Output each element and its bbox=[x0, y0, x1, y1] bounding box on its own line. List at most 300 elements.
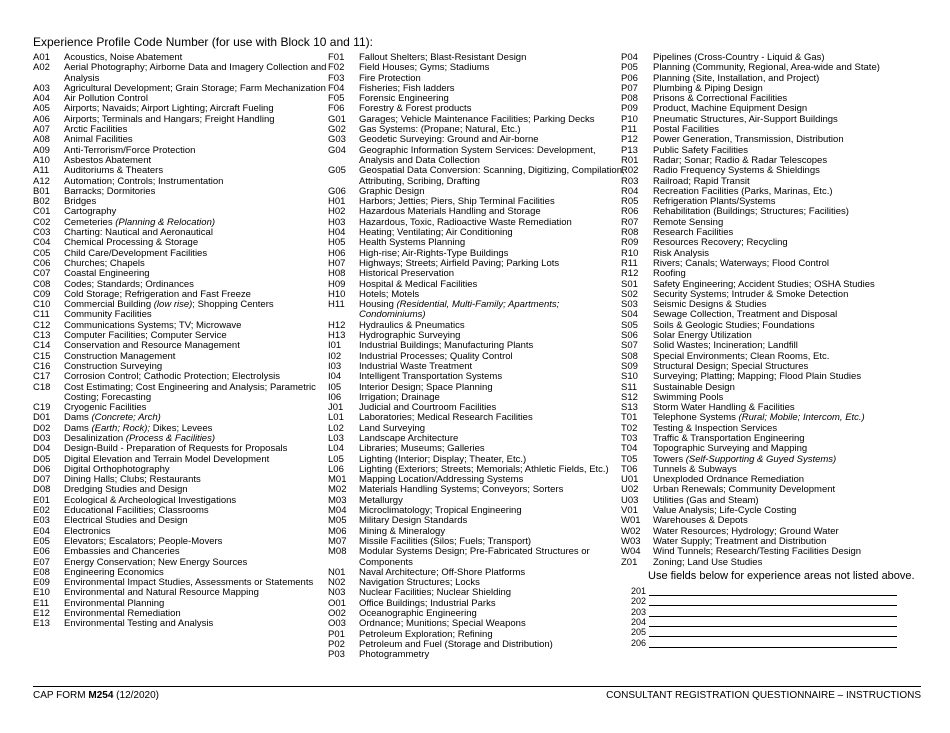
entry-description-text: Radio Frequency Systems & Shieldings bbox=[653, 165, 820, 177]
entry-description-text: Telephone Systems bbox=[653, 412, 739, 424]
entry-code: T01 bbox=[621, 412, 638, 424]
entry-description-text: Electrical Studies and Design bbox=[64, 515, 188, 527]
entry-description-text: Hydraulics & Pneumatics bbox=[359, 319, 465, 331]
entry-code: S06 bbox=[621, 330, 638, 342]
entry-description-text: Research Facilities bbox=[653, 227, 734, 239]
entry-description-text: Safety Engineering; Accident Studies; OSHA Studies bbox=[653, 278, 875, 290]
entry-code: C08 bbox=[33, 278, 51, 290]
entry-description-italic: (Planning & Relocation) bbox=[115, 216, 216, 228]
entry-description-text: Rivers; Canals; Waterways; Flood Control bbox=[653, 257, 829, 269]
entry-code: P01 bbox=[328, 628, 345, 640]
entry-description-text: Educational Facilities; Classrooms bbox=[64, 505, 209, 517]
entry-code: A02 bbox=[33, 62, 50, 74]
entry-code: D01 bbox=[33, 412, 51, 424]
entry-description-italic: (Concrete; Arch) bbox=[91, 412, 161, 424]
entry-description-text: Water Resources; Hydrology; Ground Water bbox=[653, 525, 839, 537]
entry-code: I05 bbox=[328, 381, 342, 393]
entry-description-text: Engineering Economics bbox=[64, 566, 164, 578]
entry-description-text: Commercial Building bbox=[64, 299, 154, 311]
entry-description-text: Computer Facilities; Computer Service bbox=[64, 330, 227, 342]
entry-description-text: Navigation Structures; Locks bbox=[359, 577, 480, 589]
entry-code: I06 bbox=[328, 391, 342, 403]
entry-code: S09 bbox=[621, 360, 638, 372]
entry-description-text: Airports; Terminals and Hangars; Freight Handling bbox=[64, 113, 275, 125]
entry-code: F04 bbox=[328, 82, 345, 94]
entry-description-text: Fire Protection bbox=[359, 72, 421, 84]
entry-description-text: Airports; Navaids; Airport Lighting; Aircraft Fueling bbox=[64, 103, 274, 115]
entry-description-text: Testing & Inspection Services bbox=[653, 422, 778, 434]
entry-description-text: Modular Systems Design; Pre-Fabricated Structures or Components bbox=[359, 546, 590, 568]
entry-description-text: Pipelines (Cross-Country - Liquid & Gas) bbox=[653, 52, 825, 63]
entry-code: C15 bbox=[33, 350, 51, 362]
entry-code: A05 bbox=[33, 103, 50, 115]
entry-description-text: Charting: Nautical and Aeronautical bbox=[64, 227, 213, 239]
entry-description-text: Rehabilitation (Buildings; Structures; Facilities) bbox=[653, 206, 849, 218]
code-column-3-entries bbox=[621, 53, 921, 568]
entry-code: P04 bbox=[621, 52, 638, 63]
entry-code: H09 bbox=[328, 278, 346, 290]
entry-description-text: Dredging Studies and Design bbox=[64, 484, 188, 496]
entry-code: F01 bbox=[328, 52, 345, 63]
entry-description-text: Digital Elevation and Terrain Model Development bbox=[64, 453, 270, 465]
entry-description-text: Planning (Community, Regional, Area-wide and State) bbox=[653, 62, 880, 74]
entry-description-text: Ordnance; Munitions; Special Weapons bbox=[359, 618, 526, 630]
entry-code: O03 bbox=[328, 618, 346, 630]
entry-description-text: Warehouses & Depots bbox=[653, 515, 748, 527]
entry-description-text: Towers bbox=[653, 453, 686, 465]
entry-description-text: Hydrographic Surveying bbox=[359, 330, 461, 342]
entry-code: C19 bbox=[33, 402, 51, 414]
entry-code: D08 bbox=[33, 484, 51, 496]
blank-field-line[interactable] bbox=[649, 597, 897, 606]
entry-code: A01 bbox=[33, 52, 50, 63]
entry-description-text: Land Surveying bbox=[359, 422, 426, 434]
blank-field-number: 201 bbox=[630, 586, 646, 597]
entry-code: H02 bbox=[328, 206, 346, 218]
entry-description-text: Coastal Engineering bbox=[64, 268, 150, 280]
entry-description-text: Environmental Impact Studies, Assessments or Statements bbox=[64, 577, 314, 589]
entry-description-text: Mining & Mineralogy bbox=[359, 525, 446, 537]
entry-code: P13 bbox=[621, 144, 638, 156]
entry-description-text: Topographic Surveying and Mapping bbox=[653, 443, 808, 455]
entry-code: E08 bbox=[33, 566, 50, 578]
entry-code: C04 bbox=[33, 237, 51, 249]
entry-description-text: Tunnels & Subways bbox=[653, 463, 737, 475]
entry-code: H04 bbox=[328, 227, 346, 239]
entry-code: I02 bbox=[328, 350, 342, 362]
entry-description-text: Radar; Sonar; Radio & Radar Telescopes bbox=[653, 154, 828, 166]
entry-description-text: Elevators; Escalators; People-Movers bbox=[64, 535, 223, 547]
entry-description-text: Energy Conservation; New Energy Sources bbox=[64, 556, 248, 568]
entry-description-text: Photogrammetry bbox=[359, 649, 430, 661]
entry-description-text: Cryogenic Facilities bbox=[64, 402, 147, 414]
entry-code: E07 bbox=[33, 556, 50, 568]
entry-code: S07 bbox=[621, 340, 638, 352]
entry-description-text: Asbestos Abatement bbox=[64, 154, 152, 166]
entry-code: M05 bbox=[328, 515, 347, 527]
entry-description-text: Geodetic Surveying: Ground and Air-borne bbox=[359, 134, 539, 146]
blank-field-number: 205 bbox=[630, 627, 646, 638]
entry-description-italic: (Rural; Mobile; Intercom, Etc.) bbox=[738, 412, 865, 424]
entry-code: W04 bbox=[621, 546, 641, 558]
blank-field-row bbox=[621, 617, 921, 627]
entry-code: C01 bbox=[33, 206, 51, 218]
entry-code: S01 bbox=[621, 278, 638, 290]
entry-code: A07 bbox=[33, 124, 50, 136]
entry-description-text: High-rise; Air-Rights-Type Buildings bbox=[359, 247, 509, 259]
entry-code: U01 bbox=[621, 474, 639, 486]
entry-code: A10 bbox=[33, 154, 50, 166]
entry-code: E04 bbox=[33, 525, 50, 537]
entry-code: N02 bbox=[328, 577, 346, 589]
entry-description-text: Sewage Collection, Treatment and Disposal bbox=[653, 309, 838, 321]
entry-code: R02 bbox=[621, 165, 639, 177]
entry-code: S03 bbox=[621, 299, 638, 311]
entry-code: R09 bbox=[621, 237, 639, 249]
entry-description-text: Sustainable Design bbox=[653, 381, 735, 393]
entry-code: R10 bbox=[621, 247, 639, 259]
entry-description-text: Forestry & Forest products bbox=[359, 103, 472, 115]
entry-description-text: Corrosion Control; Cathodic Protection; Electrolysis bbox=[64, 371, 280, 383]
blank-field-line[interactable] bbox=[649, 628, 897, 637]
entry-description-text: Pneumatic Structures, Air-Support Buildings bbox=[653, 113, 838, 125]
entry-description-italic: (Earth; Rock); bbox=[91, 422, 151, 434]
entry-code: F05 bbox=[328, 93, 345, 105]
entry-description-text: Historical Preservation bbox=[359, 268, 455, 280]
entry-code: U03 bbox=[621, 494, 639, 506]
entry-code: C16 bbox=[33, 360, 51, 372]
entry-description-text: Utilities (Gas and Steam) bbox=[653, 494, 759, 506]
entry-code: S12 bbox=[621, 391, 638, 403]
entry-code: C13 bbox=[33, 330, 51, 342]
entry-code: R12 bbox=[621, 268, 639, 280]
code-entry bbox=[621, 558, 921, 568]
entry-code: L03 bbox=[328, 432, 344, 444]
entry-code: R03 bbox=[621, 175, 639, 187]
blank-fields bbox=[621, 586, 921, 648]
entry-code: C07 bbox=[33, 268, 51, 280]
entry-description-text: Cold Storage; Refrigeration and Fast Freeze bbox=[64, 288, 251, 300]
entry-description-text: Conservation and Resource Management bbox=[64, 340, 240, 352]
entry-description bbox=[64, 187, 333, 197]
entry-description-text: Planning (Site, Installation, and Project) bbox=[653, 72, 820, 84]
entry-description-text: Interior Design; Space Planning bbox=[359, 381, 493, 393]
entry-description-text: Anti-Terrorism/Force Protection bbox=[64, 144, 196, 156]
entry-code: C02 bbox=[33, 216, 51, 228]
entry-description-text: Product, Machine Equipment Design bbox=[653, 103, 808, 115]
entry-description-text: Air Pollution Control bbox=[64, 93, 148, 105]
entry-code: L05 bbox=[328, 453, 344, 465]
entry-description-text: Metallurgy bbox=[359, 494, 403, 506]
entry-description-text: Mapping Location/Addressing Systems bbox=[359, 474, 524, 486]
entry-code: P05 bbox=[621, 62, 638, 74]
entry-code: C12 bbox=[33, 319, 51, 331]
entry-code: C05 bbox=[33, 247, 51, 259]
blank-field-number: 206 bbox=[630, 637, 646, 648]
entry-code: E11 bbox=[33, 597, 50, 609]
entry-description-text: Industrial Processes; Quality Control bbox=[359, 350, 513, 362]
entry-code: A12 bbox=[33, 175, 50, 187]
code-column-2 bbox=[328, 53, 628, 661]
entry-code: P12 bbox=[621, 134, 638, 146]
entry-code: C06 bbox=[33, 257, 51, 269]
entry-description-text: Solid Wastes; Incineration; Landfill bbox=[653, 340, 798, 352]
entry-code: P07 bbox=[621, 82, 638, 94]
entry-code: M08 bbox=[328, 546, 347, 558]
entry-code: V01 bbox=[621, 505, 638, 517]
entry-code: Z01 bbox=[621, 556, 638, 568]
entry-code: T04 bbox=[621, 443, 638, 455]
entry-description-text: Zoning; Land Use Studies bbox=[653, 556, 763, 568]
entry-description-text: Industrial Waste Treatment bbox=[359, 360, 473, 372]
entry-code: P09 bbox=[621, 103, 638, 115]
entry-code: N03 bbox=[328, 587, 346, 599]
entry-code: L04 bbox=[328, 443, 344, 455]
entry-code: H11 bbox=[328, 299, 345, 311]
entry-description-suffix: ; Shopping Centers bbox=[192, 299, 274, 311]
entry-code: C10 bbox=[33, 299, 51, 311]
form-prefix: CAP FORM bbox=[33, 690, 89, 701]
entry-description-text: Field Houses; Gyms; Stadiums bbox=[359, 62, 490, 74]
blank-field-row bbox=[621, 586, 921, 596]
entry-code: E03 bbox=[33, 515, 50, 527]
entry-code: S05 bbox=[621, 319, 638, 331]
entry-description-text: Solar Energy Utilization bbox=[653, 330, 752, 342]
entry-code: P02 bbox=[328, 638, 345, 650]
entry-code: R04 bbox=[621, 185, 639, 197]
entry-description-text: Missile Facilities (Silos; Fuels; Transport) bbox=[359, 535, 532, 547]
entry-code: D04 bbox=[33, 443, 51, 455]
entry-description bbox=[359, 300, 628, 321]
entry-code: F03 bbox=[328, 72, 345, 84]
entry-code: H03 bbox=[328, 216, 346, 228]
entry-code: J01 bbox=[328, 402, 344, 414]
code-entry bbox=[33, 383, 333, 404]
entry-code: C11 bbox=[33, 309, 50, 321]
blank-field-row bbox=[621, 637, 921, 647]
entry-code: G04 bbox=[328, 144, 346, 156]
entry-code: E09 bbox=[33, 577, 50, 589]
entry-code: P10 bbox=[621, 113, 638, 125]
blank-field-line[interactable] bbox=[649, 639, 897, 648]
blank-field-line[interactable] bbox=[649, 618, 897, 627]
entry-description bbox=[64, 383, 333, 404]
blank-field-number: 202 bbox=[630, 596, 646, 607]
entry-description-text: Materials Handling Systems; Conveyors; Sorters bbox=[359, 484, 564, 496]
blank-field-number: 204 bbox=[630, 617, 646, 628]
entry-description-text: Remote Sensing bbox=[653, 216, 724, 228]
entry-code: E10 bbox=[33, 587, 50, 599]
blank-field-row bbox=[621, 596, 921, 606]
entry-description bbox=[359, 166, 628, 187]
entry-description-text: Hazardous, Toxic, Radioactive Waste Remediation bbox=[359, 216, 572, 228]
entry-description-text: Irrigation; Drainage bbox=[359, 391, 440, 403]
entry-description-text: Hospital & Medical Facilities bbox=[359, 278, 478, 290]
entry-description-text: Child Care/Development Facilities bbox=[64, 247, 208, 259]
entry-description-text: Libraries; Museums; Galleries bbox=[359, 443, 485, 455]
entry-description-text: Intelligent Transportation Systems bbox=[359, 371, 503, 383]
entry-description-text: Automation; Controls; Instrumentation bbox=[64, 175, 224, 187]
entry-code: I01 bbox=[328, 340, 342, 352]
entry-code: H08 bbox=[328, 268, 346, 280]
entry-description-text: Gas Systems: (Propane; Natural, Etc.) bbox=[359, 124, 521, 136]
entry-description-text: Fisheries; Fish ladders bbox=[359, 82, 455, 94]
entry-code: R01 bbox=[621, 154, 639, 166]
entry-code: F02 bbox=[328, 62, 345, 74]
entry-code: M04 bbox=[328, 505, 347, 517]
use-fields-instruction: Use fields below for experience areas not listed above. bbox=[648, 569, 915, 582]
entry-code: E12 bbox=[33, 608, 50, 620]
entry-description-text: Water Supply; Treatment and Distribution bbox=[653, 535, 827, 547]
entry-code: T06 bbox=[621, 463, 638, 475]
blank-field-row bbox=[621, 627, 921, 637]
entry-code: G01 bbox=[328, 113, 346, 125]
entry-description-text: Plumbing & Piping Design bbox=[653, 82, 763, 94]
entry-code: A03 bbox=[33, 82, 50, 94]
entry-code: F06 bbox=[328, 103, 345, 115]
entry-code: A06 bbox=[33, 113, 50, 125]
entry-code: I03 bbox=[328, 360, 342, 372]
entry-description-text: Auditoriums & Theaters bbox=[64, 165, 164, 177]
entry-code: E06 bbox=[33, 546, 50, 558]
blank-field-line[interactable] bbox=[649, 608, 897, 617]
entry-description-text: Construction Management bbox=[64, 350, 176, 362]
entry-code: C18 bbox=[33, 381, 51, 393]
entry-code: L02 bbox=[328, 422, 344, 434]
entry-description bbox=[64, 63, 333, 84]
entry-description-text: Refrigeration Plants/Systems bbox=[653, 196, 776, 208]
entry-description-text: Value Analysis; Life-Cycle Costing bbox=[653, 505, 797, 517]
entry-description-text: Laboratories; Medical Research Facilities bbox=[359, 412, 533, 424]
entry-description-text: Nuclear Facilities; Nuclear Shielding bbox=[359, 587, 512, 599]
entry-description-text: Dams bbox=[64, 412, 92, 424]
entry-description-italic: (Residential, Multi-Family; Apartments; Condominiums) bbox=[359, 299, 560, 321]
entry-code: C03 bbox=[33, 227, 51, 239]
entry-description-text: Soils & Geologic Studies; Foundations bbox=[653, 319, 815, 331]
entry-description-text: Graphic Design bbox=[359, 185, 425, 197]
entry-description-text: Wind Tunnels; Research/Testing Facilities Design bbox=[653, 546, 862, 558]
entry-code: R05 bbox=[621, 196, 639, 208]
entry-code: D06 bbox=[33, 463, 51, 475]
entry-description bbox=[359, 146, 628, 167]
entry-code: S13 bbox=[621, 402, 638, 414]
entry-description-text: Petroleum Exploration; Refining bbox=[359, 628, 493, 640]
footer-divider bbox=[33, 686, 921, 687]
entry-code: W02 bbox=[621, 525, 641, 537]
entry-code: A11 bbox=[33, 165, 50, 177]
entry-code: R06 bbox=[621, 206, 639, 218]
entry-description-text: Acoustics, Noise Abatement bbox=[64, 52, 183, 63]
entry-code: N01 bbox=[328, 566, 346, 578]
entry-code: P06 bbox=[621, 72, 638, 84]
entry-code: P03 bbox=[328, 649, 345, 661]
entry-code: E02 bbox=[33, 505, 50, 517]
entry-description-text: Barracks; Dormitories bbox=[64, 185, 156, 197]
entry-description-text: Lighting (Exteriors; Streets; Memorials; Athletic Fields, Etc.) bbox=[359, 463, 609, 475]
entry-description-text: Environmental Remediation bbox=[64, 608, 181, 620]
entry-description-text: Codes; Standards; Ordinances bbox=[64, 278, 194, 290]
code-entry bbox=[328, 650, 628, 660]
entry-code: M07 bbox=[328, 535, 347, 547]
entry-description-text: Lighting (Interior; Display; Theater, Etc.) bbox=[359, 453, 527, 465]
page-title: Experience Profile Code Number (for use with Block 10 and 11): bbox=[33, 35, 373, 49]
entry-description-text: Desalinization bbox=[64, 432, 126, 444]
entry-description-text: Oceanographic Engineering bbox=[359, 608, 477, 620]
entry-description-text: Environmental and Natural Resource Mapping bbox=[64, 587, 259, 599]
entry-description-text: Bridges bbox=[64, 196, 97, 208]
entry-description-text: Design-Build - Preparation of Requests for Proposals bbox=[64, 443, 288, 455]
entry-code: T02 bbox=[621, 422, 638, 434]
entry-description-text: Chemical Processing & Storage bbox=[64, 237, 199, 249]
code-entry bbox=[328, 300, 628, 321]
blank-field-line[interactable] bbox=[649, 587, 897, 596]
entry-description-text: Industrial Buildings; Manufacturing Plants bbox=[359, 340, 534, 352]
form-number: M254 bbox=[88, 690, 114, 701]
entry-description-text: Ecological & Archeological Investigations bbox=[64, 494, 237, 506]
entry-description-text: Special Environments; Clean Rooms, Etc. bbox=[653, 350, 830, 362]
entry-code: H05 bbox=[328, 237, 346, 249]
entry-description-text: Environmental Testing and Analysis bbox=[64, 618, 214, 630]
entry-code: M03 bbox=[328, 494, 347, 506]
blank-field-row bbox=[621, 606, 921, 616]
entry-code: D07 bbox=[33, 474, 51, 486]
entry-description-text: Cemeteries bbox=[64, 216, 116, 228]
entry-code: R11 bbox=[621, 257, 638, 269]
entry-description bbox=[359, 547, 628, 568]
entry-description-text: Garages; Vehicle Maintenance Facilities; Parking Decks bbox=[359, 113, 595, 125]
entry-code: B01 bbox=[33, 185, 50, 197]
entry-code: C09 bbox=[33, 288, 51, 300]
entry-code: U02 bbox=[621, 484, 639, 496]
entry-code: S08 bbox=[621, 350, 638, 362]
entry-code: M02 bbox=[328, 484, 347, 496]
entry-description-text: Hotels; Motels bbox=[359, 288, 420, 300]
entry-description-italic: (low rise) bbox=[153, 299, 193, 311]
entry-description-text: Environmental Planning bbox=[64, 597, 165, 609]
entry-code: G03 bbox=[328, 134, 346, 146]
entry-description-text: Military Design Standards bbox=[359, 515, 468, 527]
entry-description-text: Postal Facilities bbox=[653, 124, 719, 136]
entry-description-text: Animal Facilities bbox=[64, 134, 133, 146]
entry-description-suffix: Dikes; Levees bbox=[150, 422, 213, 434]
entry-code: D03 bbox=[33, 432, 51, 444]
entry-code: G02 bbox=[328, 124, 346, 136]
entry-description bbox=[64, 619, 333, 629]
entry-code: P11 bbox=[621, 124, 638, 136]
entry-code: E01 bbox=[33, 494, 50, 506]
entry-code: R08 bbox=[621, 227, 639, 239]
entry-code: C17 bbox=[33, 371, 51, 383]
entry-code: H07 bbox=[328, 257, 346, 269]
entry-code: S02 bbox=[621, 288, 638, 300]
entry-description-text: Seismic Designs & Studies bbox=[653, 299, 767, 311]
entry-description-text: Prisons & Correctional Facilities bbox=[653, 93, 788, 105]
entry-code: H01 bbox=[328, 196, 346, 208]
entry-description-text: Landscape Architecture bbox=[359, 432, 459, 444]
entry-description-text: Power Generation, Transmission, Distribution bbox=[653, 134, 844, 146]
entry-description-text: Dams bbox=[64, 422, 92, 434]
entry-code: A09 bbox=[33, 144, 50, 156]
entry-description-text: Traffic & Transportation Engineering bbox=[653, 432, 805, 444]
entry-description-text: Fallout Shelters; Blast-Resistant Design bbox=[359, 52, 527, 63]
entry-code: O01 bbox=[328, 597, 346, 609]
entry-code: A08 bbox=[33, 134, 50, 146]
entry-code: S11 bbox=[621, 381, 638, 393]
code-entry bbox=[328, 547, 628, 568]
entry-description-text: Geographic Information System Services: Development, Analysis and Data Collection bbox=[359, 144, 596, 166]
entry-description-text: Naval Architecture; Off-Shore Platforms bbox=[359, 566, 526, 578]
entry-description-italic: (Self-Supporting & Guyed Systems) bbox=[685, 453, 837, 465]
